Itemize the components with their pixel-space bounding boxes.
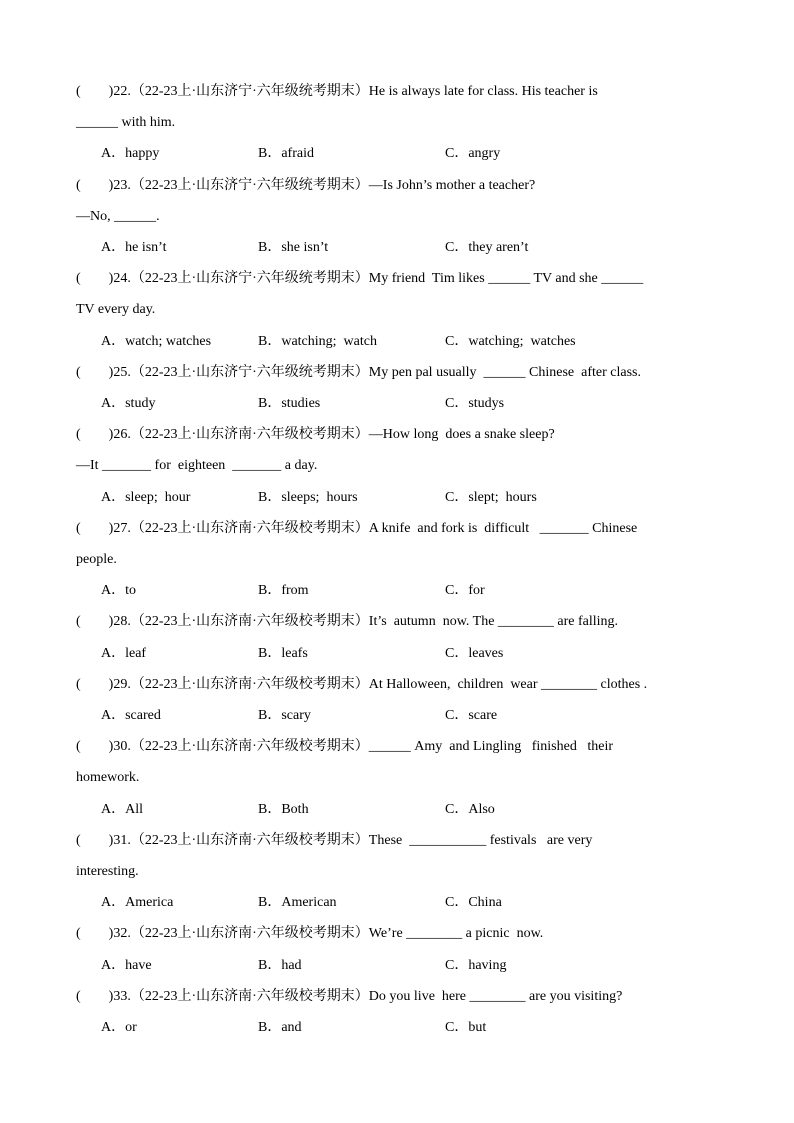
question-33-line-1: ( )33.（22-23上·山东济南·六年级校考期末）Do you live here ________ are you visiting? <box>76 989 623 1004</box>
question-23-line-1: ( )23.（22-23上·山东济宁·六年级统考期末）—Is John’s mother a teacher? <box>76 178 536 193</box>
question-31-option-c: C．China <box>445 895 502 910</box>
question-28-option-b: B．leafs <box>258 646 308 661</box>
question-25-line-1: ( )25.（22-23上·山东济宁·六年级统考期末）My pen pal usually ______ Chinese after class. <box>76 365 641 380</box>
question-31-line-2: interesting. <box>76 864 139 879</box>
question-24-option-a: A．watch; watches <box>101 334 212 349</box>
question-25-option-c: C．studys <box>445 396 505 411</box>
question-32-option-b: B．had <box>258 958 302 973</box>
question-29-option-b: B．scary <box>258 708 311 723</box>
question-29-option-c: C．scare <box>445 708 498 723</box>
question-28-option-a: A．leaf <box>101 646 147 661</box>
question-33-option-b: B．and <box>258 1020 302 1035</box>
question-23-option-c: C．they aren’t <box>445 240 529 255</box>
question-32-option-a: A．have <box>101 958 152 973</box>
question-31-option-a: A．America <box>101 895 174 910</box>
question-27-line-1: ( )27.（22-23上·山东济南·六年级校考期末）A knife and fork is difficult _______ Chinese <box>76 521 638 536</box>
question-26-option-b: B．sleeps; hours <box>258 490 358 505</box>
question-32-line-1: ( )32.（22-23上·山东济南·六年级校考期末）We’re ________ a picnic now. <box>76 926 544 941</box>
question-26-line-2: —It _______ for eighteen _______ a day. <box>76 458 318 473</box>
question-24-option-c: C．watching; watches <box>445 334 576 349</box>
question-27-line-2: people. <box>76 552 117 567</box>
question-26-option-c: C．slept; hours <box>445 490 537 505</box>
question-30-option-c: C．Also <box>445 802 495 817</box>
question-29-option-a: A．scared <box>101 708 161 723</box>
question-22-option-a: A．happy <box>101 146 160 161</box>
question-33-option-c: C．but <box>445 1020 487 1035</box>
question-30-option-a: A．All <box>101 802 143 817</box>
question-25-option-b: B．studies <box>258 396 321 411</box>
question-30-line-2: homework. <box>76 770 140 785</box>
question-33-option-a: A．or <box>101 1020 137 1035</box>
question-23-line-2: —No, ______. <box>76 209 160 224</box>
question-25-option-a: A．study <box>101 396 156 411</box>
question-30-line-1: ( )30.（22-23上·山东济南·六年级校考期末）______ Amy and Lingling finished their <box>76 739 614 754</box>
question-32-option-c: C．having <box>445 958 507 973</box>
question-24-line-2: TV every day. <box>76 302 156 317</box>
question-24-line-1: ( )24.（22-23上·山东济宁·六年级统考期末）My friend Tim likes ______ TV and she ______ <box>76 271 644 286</box>
question-30-option-b: B．Both <box>258 802 309 817</box>
question-22-option-c: C．angry <box>445 146 501 161</box>
question-22-option-b: B．afraid <box>258 146 314 161</box>
question-22-line-2: ______ with him. <box>76 115 176 130</box>
question-26-option-a: A．sleep; hour <box>101 490 191 505</box>
question-28-option-c: C．leaves <box>445 646 504 661</box>
question-26-line-1: ( )26.（22-23上·山东济南·六年级校考期末）—How long does a snake sleep? <box>76 427 555 442</box>
question-24-option-b: B．watching; watch <box>258 334 377 349</box>
question-23-option-a: A．he isn’t <box>101 240 167 255</box>
question-28-line-1: ( )28.（22-23上·山东济南·六年级校考期末）It’s autumn now. The ________ are falling. <box>76 614 619 629</box>
question-27-option-a: A．to <box>101 583 136 598</box>
question-27-option-b: B．from <box>258 583 309 598</box>
question-29-line-1: ( )29.（22-23上·山东济南·六年级校考期末）At Halloween, children wear ________ clothes . <box>76 677 648 692</box>
question-23-option-b: B．she isn’t <box>258 240 329 255</box>
question-22-line-1: ( )22.（22-23上·山东济宁·六年级统考期末）He is always late for class. His teacher is <box>76 84 598 99</box>
question-31-line-1: ( )31.（22-23上·山东济南·六年级校考期末）These ___________ festivals are very <box>76 833 593 848</box>
question-31-option-b: B．American <box>258 895 337 910</box>
question-27-option-c: C．for <box>445 583 485 598</box>
